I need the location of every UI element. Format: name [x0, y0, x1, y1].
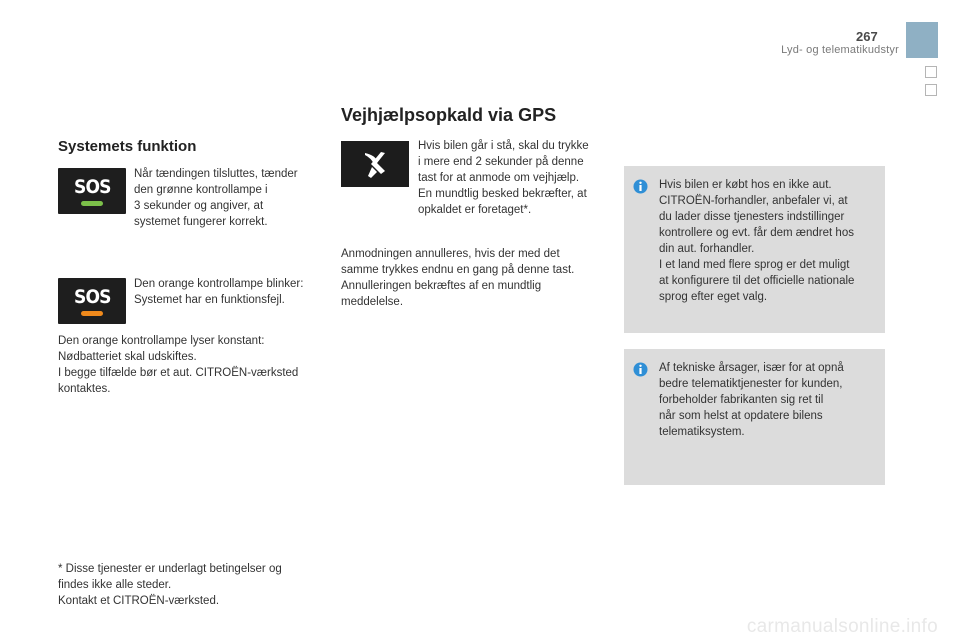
watermark: carmanualsonline.info — [746, 616, 938, 637]
green-led-indicator — [81, 201, 103, 206]
gps-instructions: Hvis bilen går i stå, skal du trykke i mere end 2 sekunder på denne tast for at anmode om vejhjælp. En mundtlig besked bekræfter, at opkaldet er foretaget*. — [418, 140, 589, 216]
info-box-dealer — [624, 166, 885, 333]
green-led-description: Når tændingen tilsluttes, tænder den grønne kontrollampe i 3 sekunder og angiver, at systemet fungerer korrekt. — [134, 168, 298, 228]
page-number: 267 — [856, 29, 878, 44]
sos-label: SOS — [73, 175, 111, 198]
section-title: Lyd- og telematikudstyr — [781, 44, 899, 56]
sos-label: SOS — [73, 285, 111, 308]
ds-logo-icon — [341, 141, 409, 187]
function-heading: Systemets funktion — [58, 138, 197, 155]
gps-cancel-text: Anmodningen annulleres, hvis der med det samme trykkes endnu en gang på denne tast. Annulleringen bekræftes af en mundtlig meddelelse. — [341, 248, 575, 308]
info-icon — [633, 362, 648, 377]
orange-led-indicator — [81, 311, 103, 316]
info-box-update — [624, 349, 885, 485]
chapter-tab — [906, 22, 938, 58]
gps-heading: Vejhjælpsopkald via GPS — [341, 105, 557, 125]
tab-marker-square — [925, 66, 937, 78]
constant-led-description: Den orange kontrollampe lyser konstant: Nødbatteriet skal udskiftes. I begge tilfælde bør et aut. CITROËN-værksted kontaktes. — [58, 335, 299, 395]
footnote: * Disse tjenester er underlagt betingelser og findes ikke alle steder. Kontakt et CITROËN-værksted. — [58, 563, 282, 607]
ds-button — [341, 141, 409, 187]
info-icon — [633, 179, 648, 194]
sos-button-green — [58, 168, 126, 214]
info-box-text: Af tekniske årsager, især for at opnå bedre telematiktjenester for kunden, forbeholder fabrikanten sig ret til når som helst at opdatere bilens telematiksystem. — [659, 362, 844, 438]
tab-marker-square — [925, 84, 937, 96]
sos-button-orange — [58, 278, 126, 324]
info-box-text: Hvis bilen er købt hos en ikke aut. CITROËN-forhandler, anbefaler vi, at du lader disse tjenesters indstillinger kontrollere og evt. får dem ændret hos din aut. forhandler. I et land med flere sprog er det muligt at konfigurere til det officielle nationale sprog efter eget valg. — [659, 179, 855, 303]
orange-led-description: Den orange kontrollampe blinker: Systemet har en funktionsfejl. — [134, 278, 304, 306]
